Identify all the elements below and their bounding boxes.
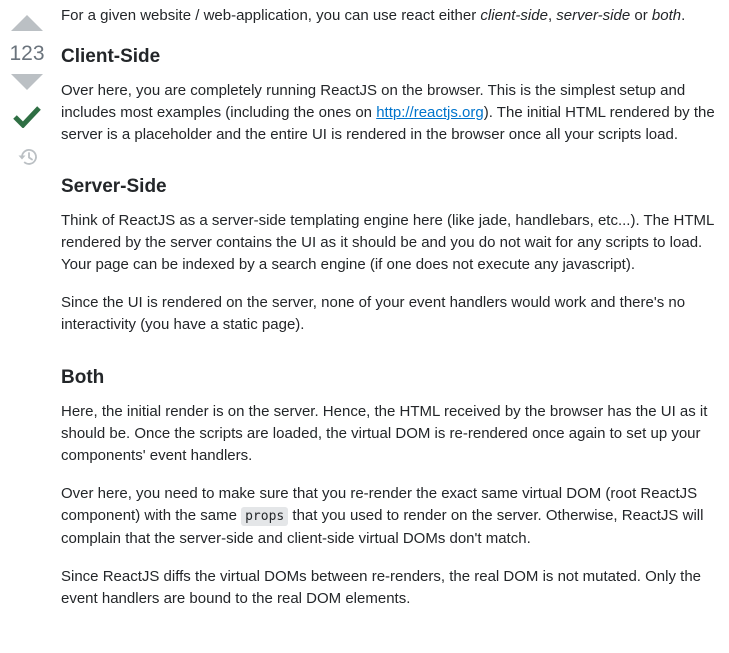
server-side-paragraph-1: Think of ReactJS as a server-side templating engine here (like jade, handlebars, etc...). The HTML rendered by the server contains the UI as it should be and you do not wait for any scripts to load. Your page can be indexed by a search engine (if one does not execute any javascript). (61, 212, 714, 273)
client-side-paragraph (61, 80, 721, 146)
intro-paragraph (61, 5, 721, 27)
both-text: Over here, you need to make sure that you re-render the exact same virtual DOM (root ReactJS component) with the same (61, 485, 698, 524)
intro-emphasis-server: server-side (556, 7, 631, 24)
intro-conjunction: or (630, 7, 652, 24)
heading-server-side: Server-Side (61, 176, 167, 197)
heading-both: Both (61, 367, 105, 388)
history-icon (16, 147, 38, 167)
client-side-text: Over here, you are completely running ReactJS on the browser. This is the simplest setup and includes most examples (including the ones on (61, 82, 686, 121)
intro-separator: , (547, 7, 557, 24)
intro-emphasis-both: both (651, 7, 682, 24)
client-side-text-cont: ). The initial HTML rendered by the server is a placeholder and the entire UI is rendered in the browser once all your scripts load. (61, 104, 715, 143)
both-paragraph-2 (61, 483, 721, 550)
downvote-arrow-icon (9, 73, 45, 91)
intro-period: . (681, 7, 686, 24)
vote-cell (0, 0, 54, 170)
timeline-button[interactable] (16, 147, 38, 170)
upvote-arrow-icon (9, 14, 45, 32)
both-text-cont: that you used to render on the server. Otherwise, ReactJS will complain that the server-side and client-side virtual DOMs don't match. (61, 507, 704, 547)
heading-client-side: Client-Side (61, 46, 161, 67)
downvote-button[interactable] (9, 73, 45, 94)
vote-count: 123 (9, 42, 45, 65)
server-side-paragraph-2: Since the UI is rendered on the server, none of your event handlers would work and there's no interactivity (you have a static page). (61, 294, 686, 333)
props-code: props (241, 507, 288, 526)
answer-body (61, 5, 721, 626)
upvote-button[interactable] (9, 14, 45, 35)
both-paragraph-3: Since ReactJS diffs the virtual DOMs between re-renders, the real DOM is not mutated. Only the event handlers are bound to the real DOM elements. (61, 568, 701, 607)
both-paragraph-1: Here, the initial render is on the server. Hence, the HTML received by the browser has the UI as it should be. Once the scripts are loaded, the virtual DOM is re-rendered once again to set up your components' event handlers. (61, 403, 708, 464)
checkmark-icon (13, 104, 41, 128)
reactjs-link[interactable]: http://reactjs.org (376, 104, 484, 121)
intro-text: For a given website / web-application, you can use react either (61, 7, 481, 24)
intro-emphasis-client: client-side (480, 7, 548, 24)
accepted-answer-mark (13, 104, 41, 133)
